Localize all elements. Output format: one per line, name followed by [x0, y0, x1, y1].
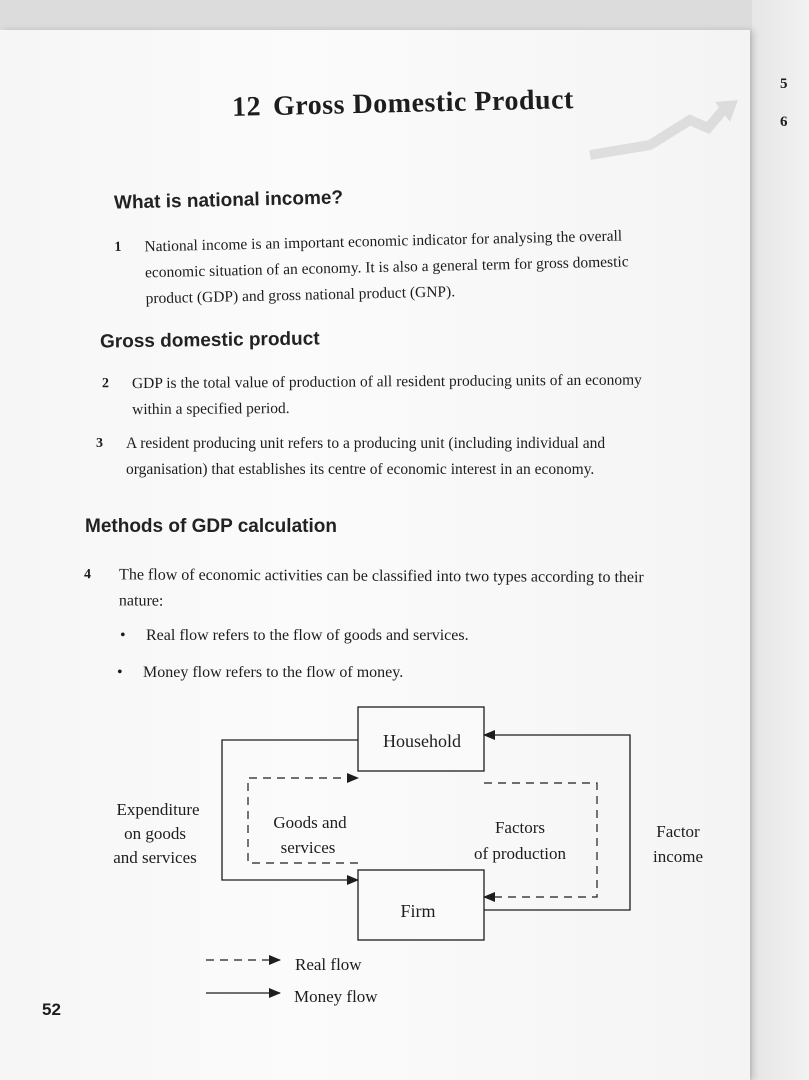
paragraph-number: 2: [101, 376, 109, 392]
paragraph-2: [101, 367, 732, 423]
paragraph-line: organisation) that establishes its centre of economic interest in an economy.: [126, 461, 595, 478]
paragraph-line: The flow of economic activities can be classified into two types according to their: [119, 566, 644, 587]
next-page-edge: [752, 0, 809, 1080]
paragraph-1: [114, 222, 706, 313]
paragraph-4: [84, 562, 739, 617]
paragraph-line: economic situation of an economy. It is also a general term for gross domestic: [144, 253, 629, 282]
paragraph-line: A resident producing unit refers to a producing unit (including individual and: [126, 435, 606, 452]
circular-flow-diagram: [100, 695, 704, 995]
factors-label: Factors: [494, 818, 546, 837]
paragraph-line: GDP is the total value of production of all resident producing units of an economy: [131, 371, 642, 393]
goods-label: services: [280, 838, 336, 857]
side-number: 5: [780, 76, 788, 92]
decorative-arrow-icon: [590, 100, 740, 160]
chapter-title: [232, 84, 574, 124]
money-flow-expenditure-line: [222, 740, 358, 880]
expenditure-label: Expenditure: [116, 800, 200, 819]
paragraph-number: 4: [84, 567, 92, 583]
firm-label: Firm: [400, 901, 436, 921]
section-heading-national-income: What is national income?: [113, 187, 344, 214]
paragraph-line: nature:: [118, 592, 164, 610]
expenditure-label: and services: [113, 848, 197, 867]
page-number: 52: [42, 1000, 61, 1019]
factor-income-label: Factor: [656, 822, 700, 841]
paragraph-number: 1: [114, 239, 122, 256]
chapter-number: 12: [231, 91, 262, 123]
goods-label: Goods and: [273, 813, 347, 832]
bullet-item: • Real flow refers to the flow of goods and services.: [146, 627, 469, 645]
chapter-title-text: Gross Domestic Product: [272, 84, 575, 122]
paragraph-line: National income is an important economic indicator for analysing the overall: [144, 227, 623, 256]
paragraph-number: 3: [96, 436, 103, 451]
side-number: 6: [780, 114, 788, 130]
legend-money-flow-label: Money flow: [294, 987, 378, 1006]
factors-label: of production: [473, 844, 567, 863]
factor-income-label: income: [652, 847, 704, 866]
section-heading-methods: Methods of GDP calculation: [85, 516, 337, 537]
section-heading-gdp: Gross domestic product: [99, 328, 320, 353]
real-flow-factors-line: [484, 783, 597, 897]
paragraph-3: [96, 431, 726, 483]
book-page: [0, 30, 750, 1080]
paragraph-line: product (GDP) and gross national product (GNP).: [145, 283, 456, 308]
expenditure-label: on goods: [124, 824, 186, 843]
bullet-item: • Money flow refers to the flow of money.: [143, 664, 403, 682]
legend-real-flow-label: Real flow: [295, 955, 362, 974]
household-label: Household: [383, 731, 461, 751]
paragraph-line: within a specified period.: [132, 399, 290, 419]
